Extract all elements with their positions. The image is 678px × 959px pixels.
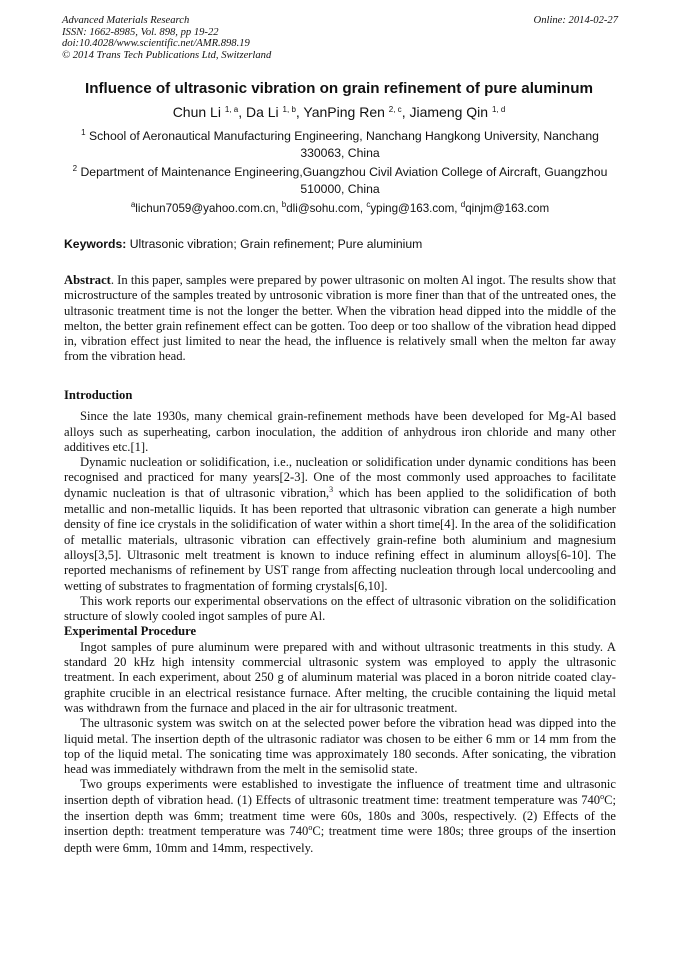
- abstract-text: . In this paper, samples were prepared by power ultrasonic on molten Al ingot. The results show that microstructure of the samples treated by untrosonic vibration is more finer than that of the untreated ones, the ultrasonic treatment time is not the longer the better. When the vibration head dipped into the middle of the melton, the better grain refinement effect can be gotten. Too deep or too shallow of the vibration head dipped in, vibration effect just limited to near the head, the influence is relatively small when the melton far away from the vibration head.: [64, 273, 616, 364]
- author: Chun Li $^{1, a}$,: [172, 104, 246, 120]
- keywords-label: Keywords:: [64, 237, 127, 251]
- abstract: [64, 273, 616, 365]
- email: $^d$qinjm@163.com: [460, 200, 550, 215]
- paragraph: Since the late 1930s, many chemical grain-refinement methods have been developed for Mg-Al based alloys such as superheating, carbon inoculation, the addition of anhydrous iron chloride and many other additives etc.[1].: [64, 409, 616, 454]
- author: Jiameng Qin $^{1, d}$: [409, 104, 506, 120]
- abstract-label: Abstract: [64, 273, 111, 287]
- doi-line: doi:10.4028/www.scientific.net/AMR.898.19: [62, 38, 250, 50]
- online-date: Online: 2014-02-27: [533, 15, 618, 26]
- email: $^a$lichun7059@yahoo.com.cn,: [130, 200, 282, 215]
- paragraph: Dynamic nucleation or solidification, i.e., nucleation or solidification under dynamic conditions has been recognised and practiced for many years[2-3]. One of the most commonly used approaches to facilitate dynamic nucleation is that of ultrasonic vibration,$^3$ which has been applied to the solidification of both metallic and non-metallic liquids. It has been reported that ultrasonic vibration can generate a high number density of fine ice crystals in the solidification of water within a short time[4]. In the area of the solidification of metallic materials, ultrasonic vibration can effectively grain-refine both aluminium and magnesium alloys[3,5]. Ultrasonic melt treatment is known to induce refining effect in aluminum alloys[6-10]. The reported mechanisms of refinement by UST range from affecting nucleation through local undercooling and wetting of substrates to fragmentation of forming crystals[6,10].: [64, 455, 616, 593]
- keywords: [64, 237, 616, 251]
- email: $^c$yping@163.com,: [366, 200, 461, 215]
- introduction-heading: Introduction: [64, 388, 133, 402]
- author: YanPing Ren $^{2, c}$,: [303, 104, 410, 120]
- paragraph: Ingot samples of pure aluminum were prepared with and without ultrasonic treatments in this study. A standard 20 kHz high intensity commercial ultrasonic system was employed to apply the ultrasonic treatment. In each experiment, about 250 g of aluminum material was placed in a boron nitride coated clay-graphite crucible in an electrical resistance furnace. After melting, the crucible containing the liquid metal was withdrawn from the furnace and placed in the air for ultrasonic treatment.: [64, 639, 616, 715]
- copyright-line: © 2014 Trans Tech Publications Ltd, Switzerland: [62, 49, 272, 61]
- paragraph: Two groups experiments were established to investigate the influence of treatment time and ultrasonic insertion depth of vibration head. (1) Effects of ultrasonic treatment time: treatment temperature was 740$^o$C; the insertion depth was 6mm; treatment time were 60s, 180s and 300s, respectively. (2) Effects of the insertion depth: treatment temperature was 740$^o$C; treatment time were 180s; three groups of the insertion depth were 6mm, 10mm and 14mm, respectively.: [64, 777, 616, 855]
- paragraph: The ultrasonic system was switch on at the selected power before the vibration head was dipped into the liquid metal. The insertion depth of the ultrasonic radiator was chosen to be either 6 mm or 14 mm from the top of the liquid metal. The sonicating time was approximately 180 seconds. After sonicating, the vibration head was immediately withdrawn from the melt in the semisolid state.: [64, 716, 616, 777]
- introduction-section: [64, 388, 616, 856]
- email-list: [64, 202, 616, 215]
- journal-name: Advanced Materials Research: [62, 15, 190, 26]
- affiliation-2: $^2$ Department of Maintenance Engineering,Guangzhou Civil Aviation College of Aircraft, Guangzhou 510000, China: [72, 164, 608, 196]
- keywords-text: Ultrasonic vibration; Grain refinement; Pure aluminium: [126, 237, 423, 251]
- issn-line: ISSN: 1662-8985, Vol. 898, pp 19-22: [62, 26, 219, 38]
- experimental-heading: Experimental Procedure: [64, 624, 197, 639]
- email: $^b$dli@sohu.com,: [281, 200, 367, 215]
- author: Da Li $^{1, b}$,: [245, 104, 304, 120]
- paragraph: This work reports our experimental observations on the effect of ultrasonic vibration on the solidification structure of slowly cooled ingot samples of pure Al.: [64, 593, 616, 624]
- paper-title: Influence of ultrasonic vibration on grain refinement of pure aluminum: [85, 80, 593, 97]
- journal-header: [62, 15, 618, 61]
- author-list: [40, 104, 638, 120]
- affiliation-1: $^1$ School of Aeronautical Manufacturing Engineering, Nanchang Hangkong University, Nanchang 330063, China: [81, 128, 599, 160]
